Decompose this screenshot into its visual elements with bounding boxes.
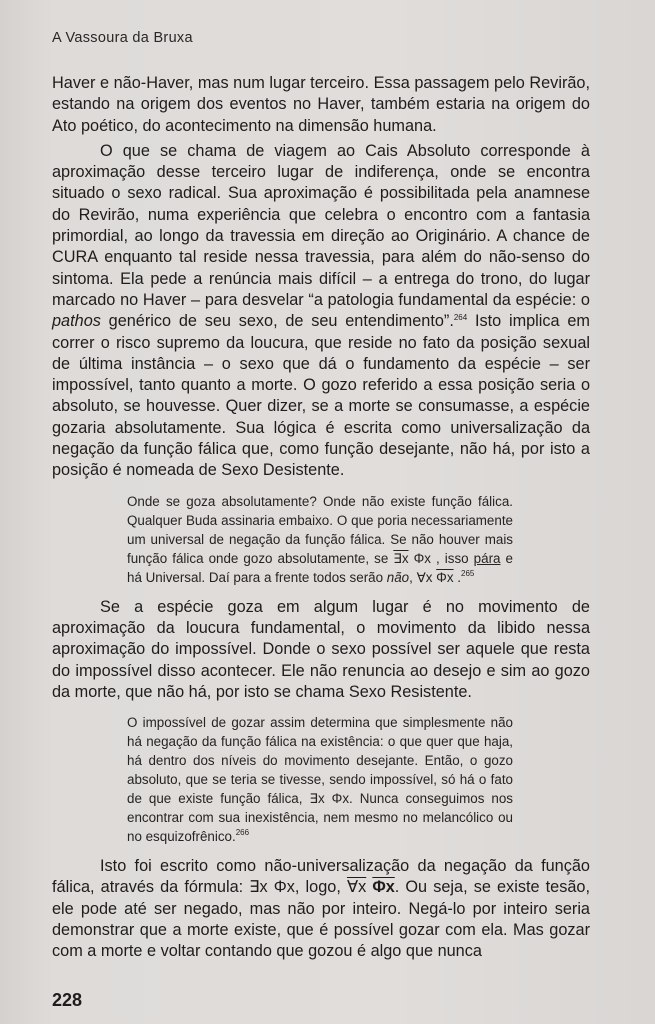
paragraph-4 — [52, 856, 590, 962]
formula-phi-negated-2: $\overline{\Phi x}$ — [372, 878, 395, 897]
pathos-italic: pathos — [52, 312, 101, 331]
paragraph-2-text-a: O que se chama de viagem ao Cais Absoluto corresponde à aproximação desse terceiro lugar de indiferença, onde se encontra situado o sexo radical. Sua aproximação é possibilitada pela anamnese do Revirão, numa experiência que celebra o encontro com a fantasia primordial, ao longo da travessia em direção ao Originário. A chance de CURA enquanto tal reside nessa travessia, para além do não-senso do sintoma. Ela pede a renúncia mais difícil – a entrega do trono, do lugar marcado no Haver – para desvelar “a patologia fundamental da espécie: o — [52, 141, 590, 309]
quote-1-para-word: pára — [473, 550, 501, 566]
quote-1-formula-d: . — [453, 569, 461, 585]
paragraph-2-text-c: Isto implica em correr o risco supremo da loucura, que reside no fato da posição sexual de última instância – o sexo que dá o fundamento da espécie – ser impossível, tanto quanto a morte. O gozo referido a essa posição seria o absoluto, se houvesse. Quer dizer, se a morte se consumasse, a espécie gozaria absolutamente. Sua lógica é escrita como universalização da negação da função fálica que, como função desejante, não há, por isto a posição é nomeada de Sexo Desistente. — [52, 312, 590, 480]
footnote-ref-266: 266 — [235, 828, 250, 838]
body-text — [52, 73, 590, 963]
running-header: A Vassoura da Bruxa — [52, 30, 193, 46]
formula-forall-negated: ∀x — [346, 878, 367, 897]
quote-1-text-a: Onde se goza absolutamente? Onde não existe função fálica. Qualquer Buda assinaria embaixo. O que poria necessariamente um universal de negação da função fálica. Se não houver mais função fálica onde gozo absolutamente, se — [127, 493, 513, 566]
footnote-ref-264: 264 — [453, 313, 468, 323]
quote-1-text-b: e há Universal. Daí para a frente todos serão — [127, 550, 513, 585]
paragraph-4-text-a: Isto foi escrito como não-universalização da negação da função fálica, através da fórmula: ∃x Φx, logo, — [52, 857, 590, 897]
block-quote-1 — [127, 492, 513, 587]
paragraph-2 — [52, 141, 590, 482]
page-number: 228 — [52, 990, 83, 1010]
quote-2-text: O impossível de gozar assim determina que simplesmente não há negação da função fálica na existência: o que quer que haja, há dentro dos níveis do movimento desejante. Então, o gozo absoluto, que se teria se tivesse, sendo impossível, só há o fato de que existe função fálica, ∃x Φx. Nunca conseguimos nos encontrar com sua inexistência, nem mesmo no melancólico ou no esquizofrênico. — [127, 715, 513, 845]
formula-phi-negated: $\overline{\Phi x}$ — [436, 569, 454, 585]
paragraph-4-text-b: . Ou seja, se existe tesão, ele pode até ser negado, mas não por inteiro. Negá-lo por inteiro seria demonstrar que a morte existe, que é possível gozar com ela. Mas gozar com a morte e voltar contando que gozou é algo que nunca — [52, 878, 590, 961]
quote-1-formula-b: Φx , isso — [408, 550, 474, 566]
footnote-ref-265: 265 — [461, 568, 475, 578]
quote-1-italic-nao: não — [386, 569, 410, 585]
quote-1-formula-c: , ∀x — [409, 569, 437, 585]
block-quote-2 — [127, 713, 513, 846]
formula-exists-negated: ∃x — [393, 550, 409, 566]
paragraph-2-text-b: genérico de seu sexo, de seu entendimento”. — [100, 312, 454, 331]
paragraph-3: Se a espécie goza em algum lugar é no movimento de aproximação da loucura fundamental, o movimento da libido nessa aproximação do impossível. Donde o sexo possível ser aquele que resta do impossível disso acontecer. Ele não renuncia ao desejo e sim ao gozo da morte, que não há, por isto se chama Sexo Resistente. — [52, 597, 590, 701]
paragraph-1: Haver e não-Haver, mas num lugar terceiro. Essa passagem pelo Revirão, estando na origem dos eventos no Haver, também estaria na origem do Ato poético, do acontecimento na dimensão humana. — [52, 74, 590, 135]
